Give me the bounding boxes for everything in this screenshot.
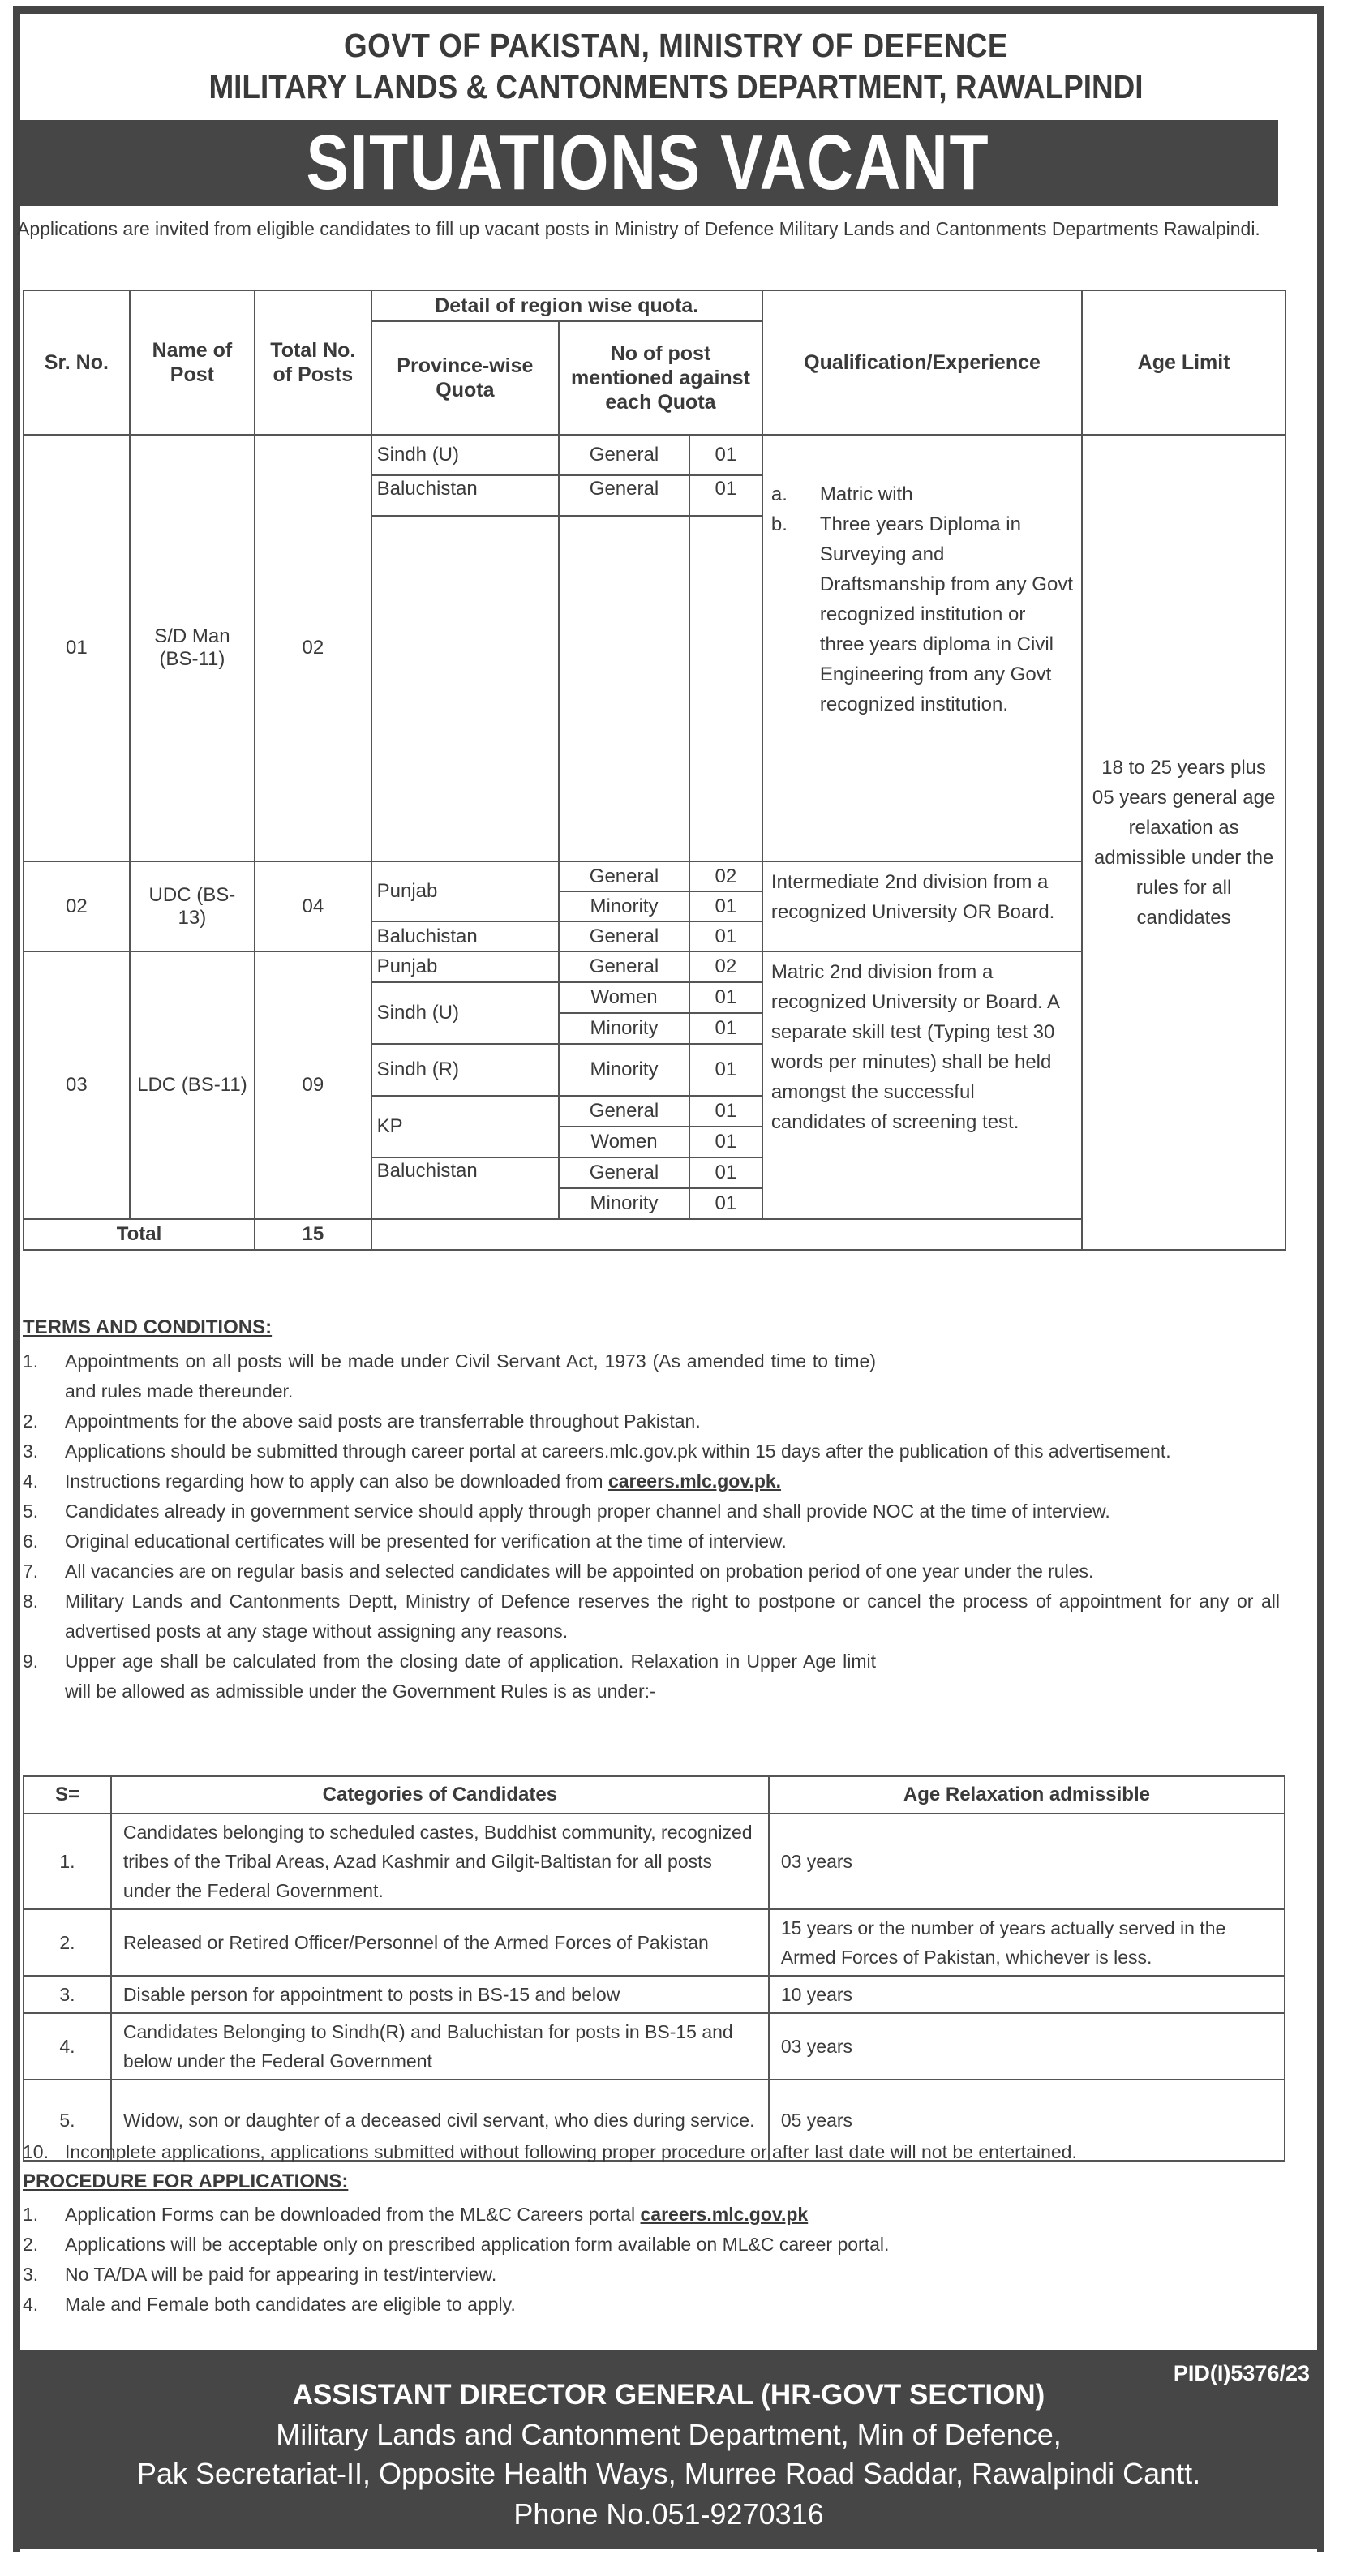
term-item: 3. Applications should be submitted through career portal at careers.mlc.gov.pk within 15 days after the publication of this advertisement.: [23, 1440, 1171, 1462]
header-relaxation: Age Relaxation admissible: [769, 1776, 1285, 1814]
table-row: 3. Disable person for appointment to posts in BS-15 and below 10 years: [24, 1976, 1285, 2013]
term-item: 9. Upper age shall be calculated from the closing date of application. Relaxation in Upper Age limit will be allowed as admissible under the Government Rules is as under:-: [23, 1651, 876, 1702]
post-name: LDC (BS-11): [130, 951, 255, 1219]
term-item: 8. Military Lands and Cantonments Deptt, Ministry of Defence reserves the right to postpone or cancel the process of appointment for any or all advertised posts at any stage without assigning any reasons.: [23, 1591, 1280, 1642]
quota-count: 01: [689, 1096, 762, 1127]
procedure-item: 4. Male and Female both candidates are eligible to apply.: [23, 2294, 516, 2315]
age-relaxation-table: [23, 1775, 1285, 2162]
quota-count: 02: [689, 861, 762, 891]
quota-count: 01: [689, 1157, 762, 1188]
quota-province: Punjab: [371, 951, 559, 982]
term-item: 7. All vacancies are on regular basis and selected candidates will be appointed on probation period of one year under the rules.: [23, 1561, 1094, 1582]
qualification-text: Matric with: [819, 483, 913, 505]
quota-category: General: [559, 475, 689, 516]
qualification-text: Three years Diploma in Surveying and Draftsmanship from any Govt recognized institution or three years diploma in Civil Engineering from any Govt recognized institution.: [819, 513, 1073, 715]
term-item: 6. Original educational certificates will be presented for verification at the time of interview.: [23, 1531, 787, 1552]
category-cell: Candidates Belonging to Sindh(R) and Baluchistan for posts in BS-15 and below under the Federal Government: [111, 2013, 769, 2080]
quota-category: Minority: [559, 1044, 689, 1096]
qualification-cell: [762, 435, 1082, 861]
contact-footer: [13, 2350, 1324, 2549]
table-row: 4. Candidates Belonging to Sindh(R) and Baluchistan for posts in BS-15 and below under the Federal Government 03 years: [24, 2013, 1285, 2080]
term-item: 1. Appointments on all posts will be made under Civil Servant Act, 1973 (As amended time to time) and rules made thereunder.: [23, 1350, 876, 1402]
quota-count: 01: [689, 1044, 762, 1096]
terms-list: [23, 1346, 1280, 1707]
header-no-of-post: No of post mentioned against each Quota: [559, 321, 762, 435]
relaxation-cell: 03 years: [769, 1814, 1285, 1909]
quota-category: Minority: [559, 1013, 689, 1044]
empty-cell: [371, 1219, 1083, 1250]
header-age-limit: Age Limit: [1082, 290, 1285, 435]
quota-category: General: [559, 921, 689, 951]
procedure-item: 3. No TA/DA will be paid for appearing in test/interview.: [23, 2264, 497, 2285]
category-cell: Disable person for appointment to posts in BS-15 and below: [111, 1976, 769, 2013]
quota-province: Baluchistan: [371, 921, 559, 951]
quota-category: General: [559, 1157, 689, 1188]
footer-phone: Phone No.051-9270316: [513, 2497, 824, 2531]
header-total-posts: Total No. of Posts: [255, 290, 371, 435]
empty-cell: [559, 516, 689, 861]
footer-address-line2: Pak Secretariat-II, Opposite Health Ways, Murree Road Saddar, Rawalpindi Cantt.: [136, 2457, 1201, 2490]
sr-no: 01: [24, 435, 130, 861]
quota-province: Baluchistan: [371, 1157, 559, 1219]
post-name: UDC (BS-13): [130, 861, 255, 951]
empty-cell: [371, 516, 559, 861]
quota-count: 01: [689, 475, 762, 516]
careers-portal-link[interactable]: careers.mlc.gov.pk: [640, 2204, 809, 2225]
procedure-item: 2. Applications will be acceptable only on prescribed application form available on ML&C career portal.: [23, 2234, 890, 2255]
category-cell: Candidates belonging to scheduled castes, Buddhist community, recognized tribes of the Tribal Areas, Azad Kashmir and Gilgit-Baltistan for all posts under the Federal Government.: [111, 1814, 769, 1909]
total-label: Total: [24, 1219, 255, 1250]
table-row: 1. Candidates belonging to scheduled castes, Buddhist community, recognized tribes of the Tribal Areas, Azad Kashmir and Gilgit-Baltistan for all posts under the Federal Government. 03 years: [24, 1814, 1285, 1909]
header-sn: S=: [24, 1776, 111, 1814]
sr-no: 03: [24, 951, 130, 1219]
quota-province: Sindh (U): [371, 982, 559, 1044]
header-ministry: GOVT OF PAKISTAN, MINISTRY OF DEFENCE: [344, 27, 1008, 64]
qualification-cell: Matric 2nd division from a recognized University or Board. A separate skill test (Typing test 30 words per minutes) shall be held amongst the successful candidates of screening test.: [762, 951, 1082, 1219]
careers-portal-link[interactable]: careers.mlc.gov.pk.: [607, 1470, 782, 1492]
publication-id: PID(I)5376/23: [1173, 2361, 1310, 2385]
empty-cell: [689, 516, 762, 861]
post-name: S/D Man (BS-11): [130, 435, 255, 861]
header-category: Categories of Candidates: [111, 1776, 769, 1814]
situations-vacant-banner: [17, 120, 1278, 206]
qualification-key: a.: [770, 483, 788, 505]
procedure-item: 1. Application Forms can be downloaded from the ML&C Careers portal careers.mlc.gov.pk: [23, 2204, 809, 2225]
quota-count: 01: [689, 982, 762, 1013]
quota-count: 01: [689, 921, 762, 951]
quota-count: 02: [689, 951, 762, 982]
term-item: 2. Appointments for the above said posts are transferrable throughout Pakistan.: [23, 1410, 701, 1432]
category-cell: Released or Retired Officer/Personnel of the Armed Forces of Pakistan: [111, 1909, 769, 1976]
term-item: 5. Candidates already in government service should apply through proper channel and shall provide NOC at the time of interview.: [23, 1501, 1110, 1522]
quota-count: 01: [689, 891, 762, 921]
age-limit-cell: 18 to 25 years plus 05 years general age relaxation as admissible under the rules for all candidates: [1082, 435, 1285, 1250]
terms-title: TERMS AND CONDITIONS:: [23, 1316, 273, 1338]
term-item: 4. Instructions regarding how to apply can also be downloaded from careers.mlc.gov.pk.: [23, 1470, 782, 1492]
quota-category: General: [559, 435, 689, 475]
post-total: 04: [255, 861, 371, 951]
intro-paragraph: Applications are invited from eligible candidates to fill up vacant posts in Ministry of Defence Military Lands and Cantonments Departments Rawalpindi.: [17, 218, 1260, 239]
term-item-10: 10. Incomplete applications, applications submitted without following proper procedure or after last date will not be entertained.: [23, 2141, 1077, 2162]
quota-province: Punjab: [371, 861, 559, 921]
quota-province: Baluchistan: [371, 475, 559, 516]
procedure-list: [23, 2200, 1280, 2320]
quota-category: Minority: [559, 1188, 689, 1219]
qualification-cell: Intermediate 2nd division from a recognized University OR Board.: [762, 861, 1082, 951]
table-row: 5. Widow, son or daughter of a deceased civil servant, who dies during service. 05 years: [24, 2080, 1285, 2161]
footer-title: ASSISTANT DIRECTOR GENERAL (HR-GOVT SECTION): [292, 2379, 1045, 2411]
quota-category: General: [559, 951, 689, 982]
quota-province: KP: [371, 1096, 559, 1157]
post-total: 09: [255, 951, 371, 1219]
quota-count: 01: [689, 1188, 762, 1219]
quota-province: Sindh (U): [371, 435, 559, 475]
quota-category: Women: [559, 1127, 689, 1157]
quota-category: Minority: [559, 891, 689, 921]
header-province-quota: Province-wise Quota: [371, 321, 559, 435]
header-sr-no: Sr. No.: [24, 290, 130, 435]
quota-count: 01: [689, 1127, 762, 1157]
total-value: 15: [255, 1219, 371, 1250]
quota-category: Women: [559, 982, 689, 1013]
quota-province: Sindh (R): [371, 1044, 559, 1096]
qualification-key: b.: [770, 513, 788, 535]
quota-count: 01: [689, 435, 762, 475]
quota-count: 01: [689, 1013, 762, 1044]
header-name-of-post: Name of Post: [130, 290, 255, 435]
vacancy-table: [23, 290, 1286, 1251]
relaxation-cell: 05 years: [769, 2080, 1285, 2161]
header-department: MILITARY LANDS & CANTONMENTS DEPARTMENT, RAWALPINDI: [208, 68, 1144, 105]
quota-category: General: [559, 861, 689, 891]
footer-address-line1: Military Lands and Cantonment Department, Min of Defence,: [276, 2418, 1062, 2451]
procedure-title: PROCEDURE FOR APPLICATIONS:: [23, 2170, 349, 2192]
relaxation-cell: 10 years: [769, 1976, 1285, 2013]
relaxation-cell: 15 years or the number of years actually served in the Armed Forces of Pakistan, whichever is less.: [769, 1909, 1285, 1976]
header-qualification: Qualification/Experience: [762, 290, 1082, 435]
sr-no: 02: [24, 861, 130, 951]
banner-title: SITUATIONS VACANT: [306, 119, 989, 206]
header-region-quota: Detail of region wise quota.: [371, 290, 762, 321]
category-cell: Widow, son or daughter of a deceased civil servant, who dies during service.: [111, 2080, 769, 2161]
post-total: 02: [255, 435, 371, 861]
table-row: 2. Released or Retired Officer/Personnel of the Armed Forces of Pakistan 15 years or the number of years actually served in the Armed Forces of Pakistan, whichever is less.: [24, 1909, 1285, 1976]
quota-category: General: [559, 1096, 689, 1127]
relaxation-cell: 03 years: [769, 2013, 1285, 2080]
table-row: [24, 435, 1285, 475]
